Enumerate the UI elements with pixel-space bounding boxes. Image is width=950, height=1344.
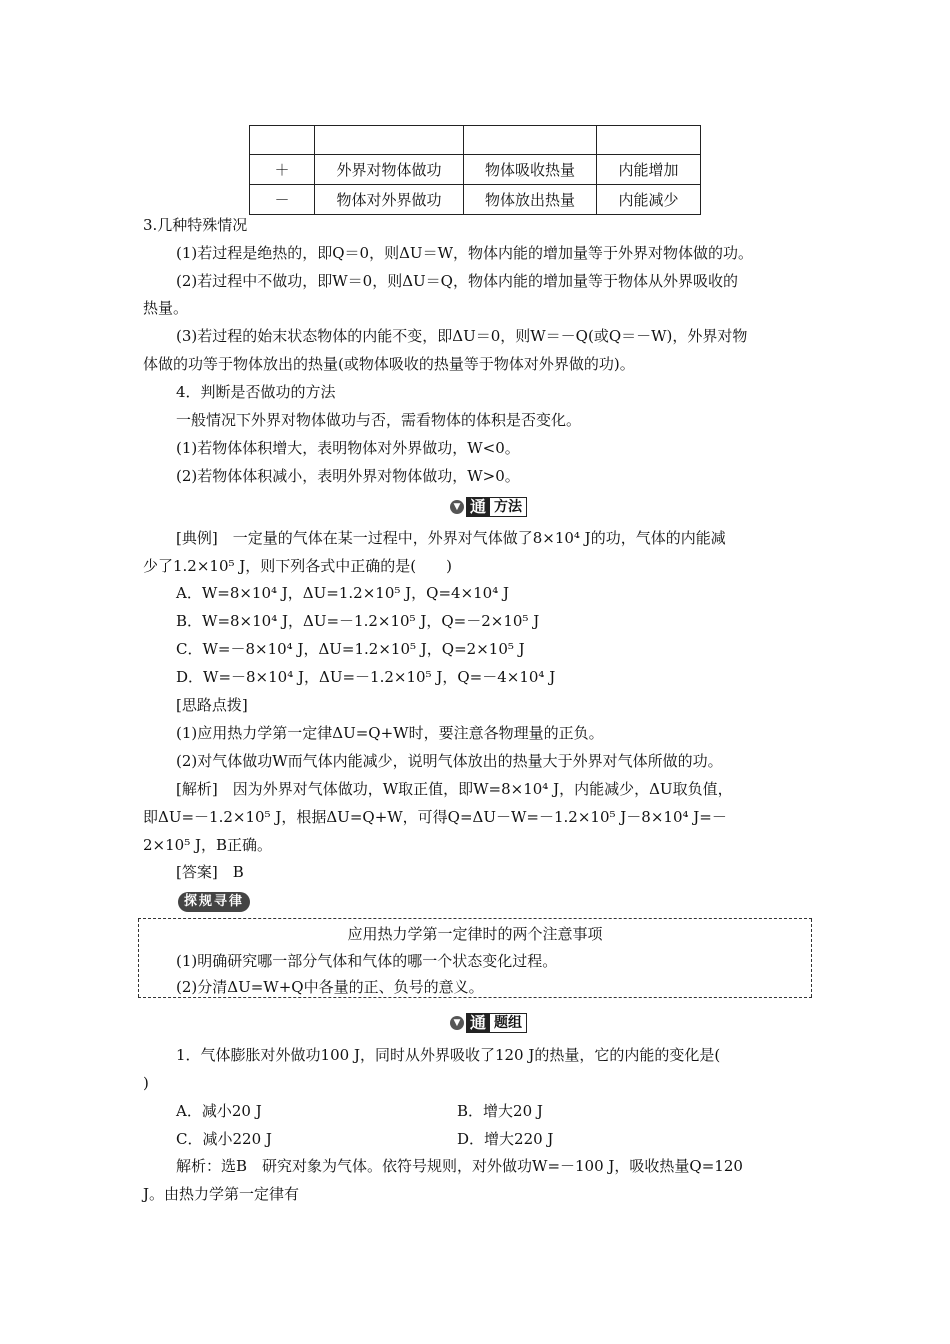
section-4-item-2: (2)若物体体积减小，表明外界对物体做功，W>0。 bbox=[176, 467, 520, 485]
table-header-row bbox=[250, 126, 701, 155]
example-option-b: B．W=8×10⁴ J，ΔU=－1.2×10⁵ J，Q=－2×10⁵ J bbox=[176, 612, 540, 630]
section-3-item-2-cont: 热量。 bbox=[143, 299, 189, 317]
rule-item-1: (1)明确研究哪一部分气体和气体的哪一个状态变化过程。 bbox=[176, 952, 558, 970]
method-badge bbox=[450, 497, 527, 517]
table-cell: ＋ bbox=[250, 155, 315, 185]
rule-pill-label: 探规寻律 bbox=[178, 892, 250, 912]
question-1-option-a: A．减小20 J bbox=[176, 1102, 262, 1120]
question-1-option-d: D．增大220 J bbox=[457, 1130, 554, 1148]
badge-label: 方法 bbox=[490, 497, 527, 517]
example-option-c: C．W=－8×10⁴ J，ΔU=1.2×10⁵ J，Q=2×10⁵ J bbox=[176, 640, 525, 658]
answer-line: [答案] B bbox=[176, 863, 244, 881]
table-header-cell bbox=[315, 126, 464, 155]
table-header-cell bbox=[597, 126, 701, 155]
table-cell: 内能减少 bbox=[597, 185, 701, 215]
section-4-intro: 一般情况下外界对物体做功与否，需看物体的体积是否变化。 bbox=[176, 411, 582, 429]
sign-convention-table bbox=[249, 125, 701, 215]
table-cell: 内能增加 bbox=[597, 155, 701, 185]
section-3-item-2: (2)若过程中不做功，即W＝0，则ΔU＝Q，物体内能的增加量等于物体从外界吸收的 bbox=[176, 272, 738, 290]
section-3-item-3-cont: 体做的功等于物体放出的热量(或物体吸收的热量等于物体对外界做的功)。 bbox=[143, 355, 635, 373]
table-cell: 物体放出热量 bbox=[464, 185, 597, 215]
analysis-line-1: [解析] 因为外界对气体做功，W取正值，即W=8×10⁴ J，内能减少，ΔU取负值， bbox=[176, 780, 733, 798]
question-1-option-c: C．减小220 J bbox=[176, 1130, 272, 1148]
chevron-down-icon: ▼ bbox=[450, 500, 464, 514]
analysis-line-3: 2×10⁵ J，B正确。 bbox=[143, 836, 273, 854]
rule-title: 应用热力学第一定律时的两个注意事项 bbox=[347, 925, 603, 943]
table-cell: 物体吸收热量 bbox=[464, 155, 597, 185]
hint-item-2: (2)对气体做功W而气体内能减少，说明气体放出的热量大于外界对气体所做的功。 bbox=[176, 752, 723, 770]
table-row bbox=[250, 185, 701, 215]
question-1-line-2: ) bbox=[143, 1074, 149, 1092]
exercise-badge bbox=[450, 1013, 527, 1033]
rule-item-2: (2)分清ΔU=W+Q中各量的正、负号的意义。 bbox=[176, 978, 484, 996]
section-3-item-3: (3)若过程的始末状态物体的内能不变，即ΔU＝0，则W＝－Q(或Q＝－W)，外界对物 bbox=[176, 327, 748, 345]
table-cell: － bbox=[250, 185, 315, 215]
table-cell: 物体对外界做功 bbox=[315, 185, 464, 215]
section-4-title: 4．判断是否做功的方法 bbox=[176, 383, 336, 401]
badge-label: 题组 bbox=[490, 1013, 527, 1033]
badge-block-text: 通 bbox=[466, 1013, 490, 1033]
table-row bbox=[250, 155, 701, 185]
example-option-d: D．W=－8×10⁴ J，ΔU=－1.2×10⁵ J，Q=－4×10⁴ J bbox=[176, 668, 556, 686]
chevron-down-icon: ▼ bbox=[450, 1016, 464, 1030]
hint-item-1: (1)应用热力学第一定律ΔU=Q+W时，要注意各物理量的正负。 bbox=[176, 724, 604, 742]
table-cell: 外界对物体做功 bbox=[315, 155, 464, 185]
badge-block-text: 通 bbox=[466, 497, 490, 517]
analysis-line-2: 即ΔU=－1.2×10⁵ J，根据ΔU=Q+W，可得Q=ΔU－W=－1.2×10⁵ J－8×10⁴ J=－ bbox=[143, 808, 727, 826]
section-4-item-1: (1)若物体体积增大，表明物体对外界做功，W<0。 bbox=[176, 439, 520, 457]
example-line-2: 少了1.2×10⁵ J，则下列各式中正确的是( ) bbox=[143, 557, 453, 575]
hint-title: [思路点拨] bbox=[176, 696, 248, 714]
question-1-option-b: B．增大20 J bbox=[457, 1102, 543, 1120]
table-header-cell bbox=[464, 126, 597, 155]
question-1-solution-2: J。由热力学第一定律有 bbox=[143, 1185, 300, 1203]
question-1-line-1: 1．气体膨胀对外做功100 J，同时从外界吸收了120 J的热量，它的内能的变化是( bbox=[176, 1046, 721, 1064]
question-1-solution-1: 解析：选B 研究对象为气体。依符号规则，对外做功W=－100 J，吸收热量Q=120 bbox=[176, 1157, 743, 1175]
rule-box bbox=[138, 918, 812, 998]
table-header-cell bbox=[250, 126, 315, 155]
section-3-title: 3.几种特殊情况 bbox=[143, 216, 248, 234]
example-option-a: A．W=8×10⁴ J，ΔU=1.2×10⁵ J，Q=4×10⁴ J bbox=[176, 584, 510, 602]
section-3-item-1: (1)若过程是绝热的，即Q＝0，则ΔU＝W，物体内能的增加量等于外界对物体做的功。 bbox=[176, 244, 753, 262]
example-line-1: [典例] 一定量的气体在某一过程中，外界对气体做了8×10⁴ J的功，气体的内能减 bbox=[176, 529, 726, 547]
